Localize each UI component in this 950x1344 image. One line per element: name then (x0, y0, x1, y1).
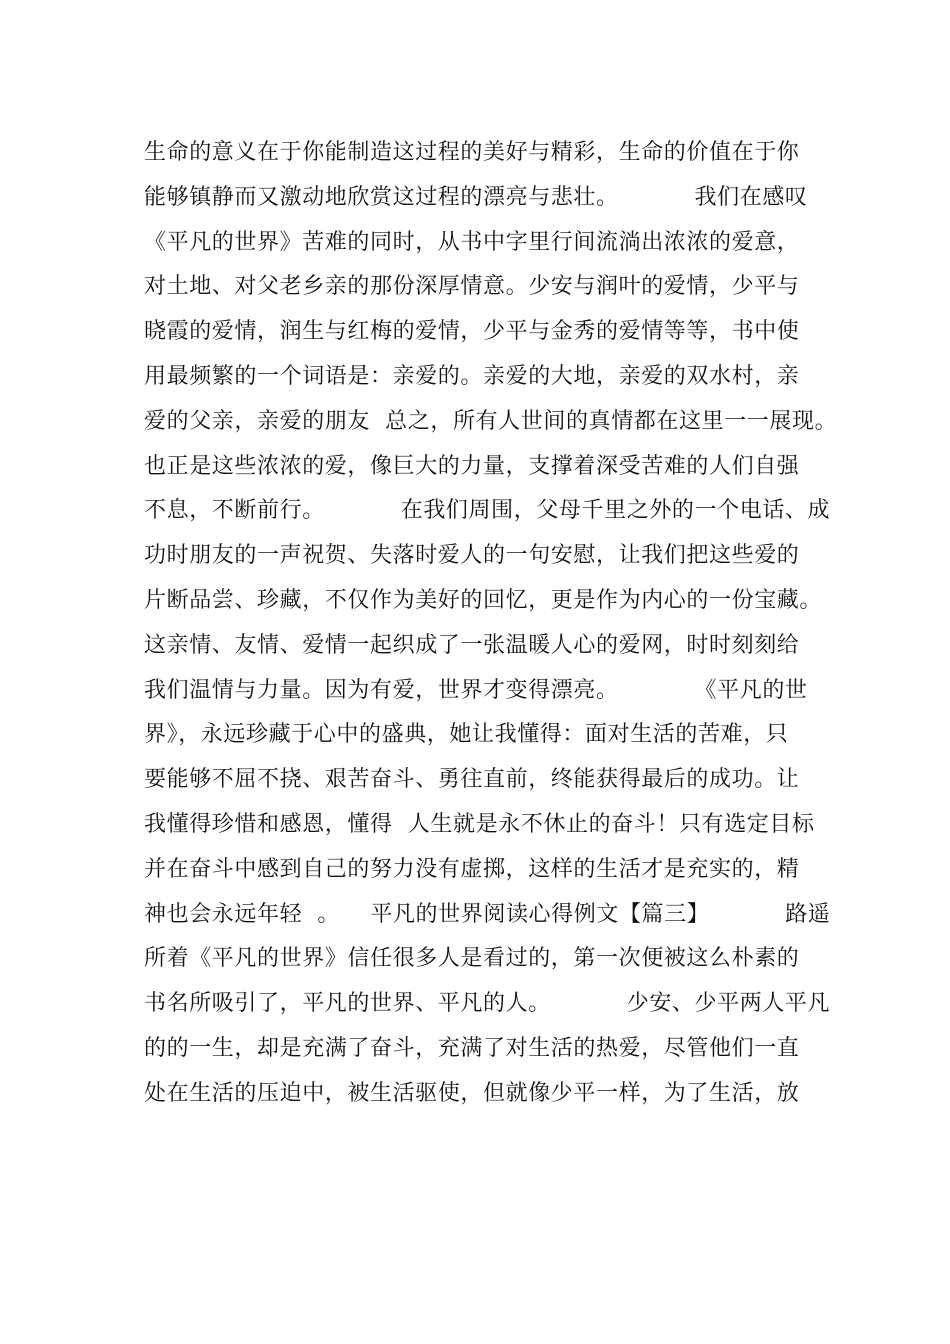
text-line: 不息，不断前行。 在我们周围，父母千里之外的一个电话、成 (144, 498, 831, 524)
text-line: 处在生活的压迫中，被生活驱使，但就像少平一样，为了生活，放 (144, 1080, 800, 1106)
text-line: 片断品尝、珍藏，不仅作为美好的回忆，更是作为内心的一份宝藏。 (144, 587, 823, 613)
text-line: 神也会永远年轻 。 平凡的世界阅读心得例文【篇三】 路遥 (144, 901, 831, 927)
text-line: 书名所吸引了，平凡的世界、平凡的人。 少安、少平两人平凡 (144, 991, 831, 1017)
text-line: 《平凡的世界》苦难的同时，从书中字里行间流淌出浓浓的爱意， (144, 229, 800, 255)
text-line: 并在奋斗中感到自己的努力没有虚掷，这样的生活才是充实的，精 (144, 856, 800, 882)
text-line: 功时朋友的一声祝贺、失落时爱人的一句安慰，让我们把这些爱的 (144, 543, 800, 569)
text-line: 爱的父亲，亲爱的朋友 总之，所有人世间的真情都在这里一一展现。 (144, 408, 838, 434)
text-line: 要能够不屈不挠、艰苦奋斗、勇往直前，终能获得最后的成功。让 (144, 767, 800, 793)
text-line: 界》，永远珍藏于心中的盛典，她让我懂得：面对生活的苦难，只 (144, 722, 789, 748)
text-line: 我们温情与力量。因为有爱，世界才变得漂亮。 《平凡的世 (144, 677, 808, 703)
text-line: 能够镇静而又激动地欣赏这过程的漂亮与悲壮。 我们在感叹 (144, 184, 808, 210)
text-line: 的的一生，却是充满了奋斗，充满了对生活的热爱，尽管他们一直 (144, 1035, 800, 1061)
text-line: 所着《平凡的世界》信任很多人是看过的，第一次便被这么朴素的 (144, 946, 800, 972)
text-line: 对土地、对父老乡亲的那份深厚情意。少安与润叶的爱情，少平与 (144, 274, 800, 300)
text-line: 也正是这些浓浓的爱，像巨大的力量，支撑着深受苦难的人们自强 (144, 453, 800, 479)
body-text (144, 131, 838, 1117)
text-line: 这亲情、友情、爱情一起织成了一张温暖人心的爱网，时时刻刻给 (144, 632, 800, 658)
text-line: 用最频繁的一个词语是：亲爱的。亲爱的大地，亲爱的双水村，亲 (144, 363, 800, 389)
text-line: 我懂得珍惜和感恩，懂得 人生就是永不休止的奋斗！只有选定目标 (144, 811, 815, 837)
text-line: 晓霞的爱情，润生与红梅的爱情，少平与金秀的爱情等等，书中使 (144, 319, 800, 345)
text-line: 生命的意义在于你能制造这过程的美好与精彩，生命的价值在于你 (144, 140, 800, 165)
